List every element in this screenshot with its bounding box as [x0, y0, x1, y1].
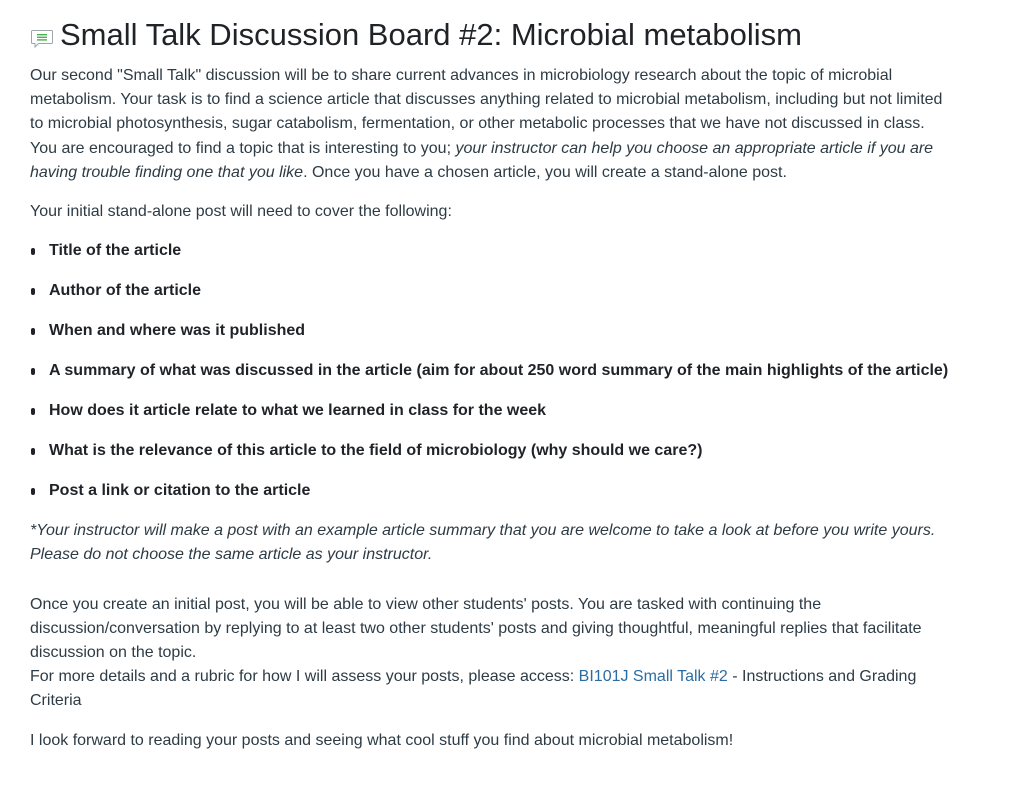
instructor-note: [30, 519, 954, 567]
rubric-paragraph: [30, 665, 954, 713]
requirement-text: How does it article relate to what we learned in class for the week: [49, 402, 547, 420]
rubric-text-end: - Instructions and Grading Criteria: [30, 668, 917, 710]
bullet-icon: [31, 368, 35, 375]
replies-paragraph: Once you create an initial post, you will be able to view other students' posts. You are tasked with continuing the discussion/conversation by replying to at least two other students' posts and giving thoughtful, meaningful replies that facilitate discussion on the topic.: [30, 595, 922, 662]
requirement-text: When and where was it published: [49, 322, 306, 340]
rubric-link[interactable]: BI101J Small Talk #2: [578, 668, 728, 686]
closing-paragraph: I look forward to reading your posts and seeing what cool stuff you find about microbial metabolism!: [30, 731, 734, 749]
requirement-text: Title of the article: [49, 242, 182, 260]
instructor-note-text: *Your instructor will make a post with an example article summary that you are welcome to take a look at before you write yours. Please do not choose the same article as your instructor.: [30, 522, 936, 564]
requirement-text: A summary of what was discussed in the article (aim for about 250 word summary of the main highlights of the article): [49, 362, 949, 380]
requirement-item: [30, 439, 954, 463]
discussion-icon: [30, 27, 54, 51]
requirement-text: Author of the article: [49, 282, 202, 300]
bullet-icon: [31, 288, 35, 295]
intro-italic-text: your instructor can help you choose an appropriate article if you are having trouble finding one that you like: [30, 139, 934, 181]
bullet-icon: [31, 408, 35, 415]
bullet-icon: [31, 448, 35, 455]
title-row: [30, 14, 954, 56]
requirement-item: [30, 239, 954, 263]
page-title: Small Talk Discussion Board #2: Microbial metabolism: [60, 17, 802, 52]
bullet-icon: [31, 488, 35, 495]
requirement-item: [30, 359, 954, 383]
bullet-icon: [31, 328, 35, 335]
bullet-icon: [31, 248, 35, 255]
intro-text-end: . Once you have a chosen article, you will create a stand-alone post.: [303, 163, 787, 181]
requirement-item: [30, 319, 954, 343]
requirement-item: [30, 279, 954, 303]
rubric-text: For more details and a rubric for how I will assess your posts, please access:: [30, 668, 579, 686]
requirements-lead: Your initial stand-alone post will need to cover the following:: [30, 203, 452, 221]
intro-paragraph: [30, 64, 954, 185]
requirement-text: Post a link or citation to the article: [49, 482, 311, 500]
requirement-item: [30, 479, 954, 503]
requirement-text: What is the relevance of this article to the field of microbiology (why should we care?): [49, 442, 703, 460]
intro-text: Our second "Small Talk" discussion will be to share current advances in microbiology research about the topic of microbial metabolism. Your task is to find a science article that discusses anything related to microbial metabolism, including but not limited to microbial photosynthesis, sugar catabolism, fermentation, or other metabolic processes that we have not discussed in class. You are encouraged to find a topic that is interesting to you;: [30, 67, 943, 157]
requirement-item: [30, 399, 954, 423]
requirements-list: [30, 239, 954, 503]
